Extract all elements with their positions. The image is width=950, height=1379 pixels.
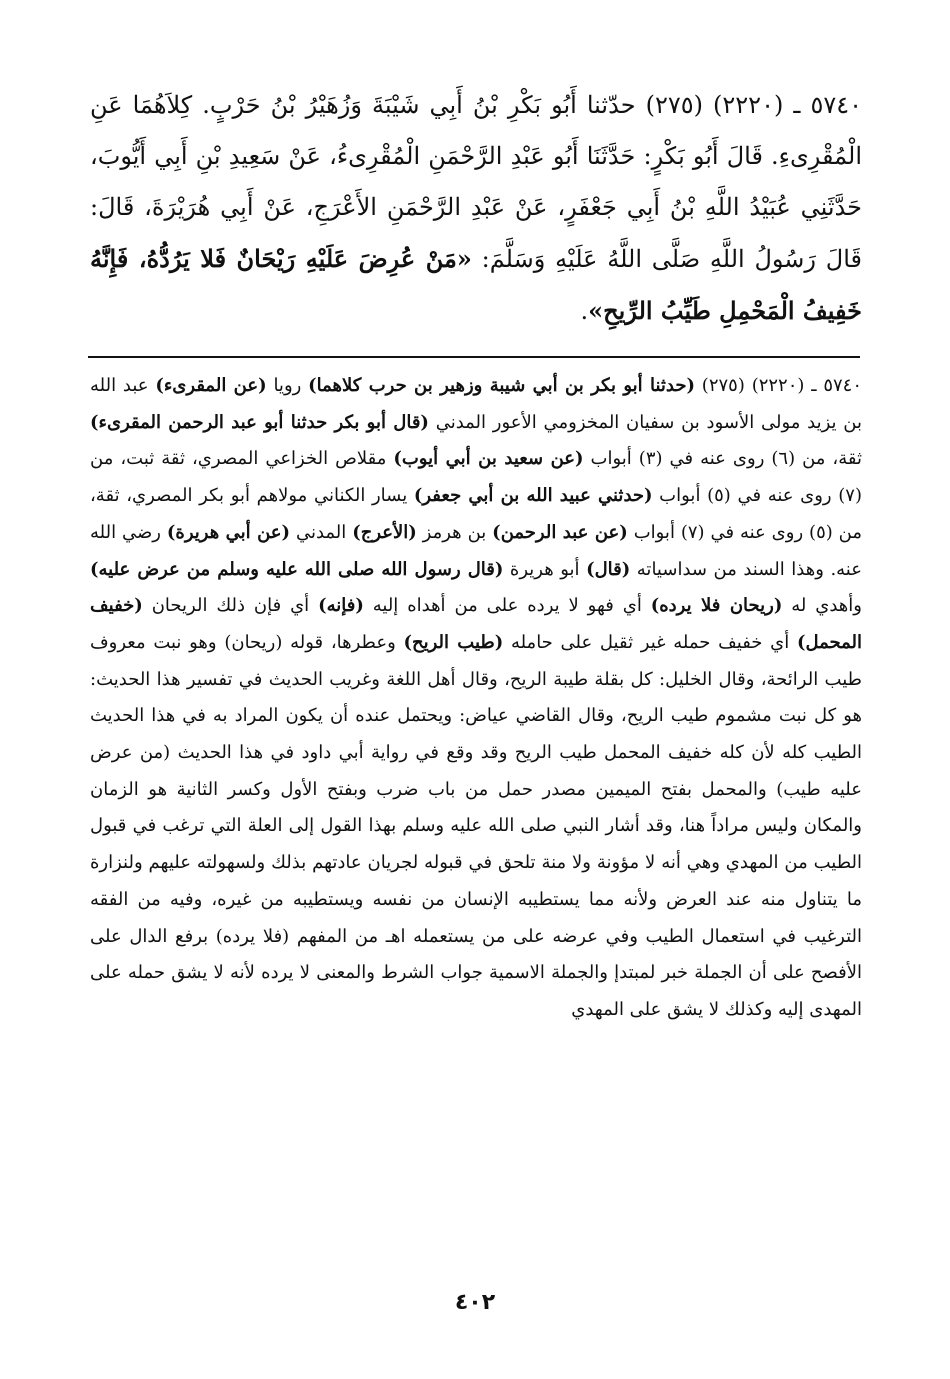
- commentary-bold-segment: (فإنه): [318, 595, 364, 617]
- hadith-end-punct: .: [580, 297, 589, 325]
- commentary-bold-segment: (خفيف المحمل): [90, 595, 863, 653]
- commentary-segment: يسار الكناني مولاهم أبو بكر المصري، ثقة، من (٥) روى عنه في (٧) أبواب: [90, 485, 863, 543]
- commentary-bold-segment: (عن عبد الرحمن): [492, 521, 628, 543]
- commentary-bold-segment: (ريحان فلا يرده): [650, 595, 783, 617]
- commentary-bold-segment: (قال رسول الله صلى الله عليه وسلم من عرض عليه): [90, 558, 504, 580]
- commentary-paragraph: [90, 368, 862, 1029]
- hadith-text: [90, 80, 862, 337]
- commentary-bold-segment: (عن سعيد بن أبي أيوب): [393, 448, 584, 470]
- commentary-text: [90, 368, 862, 1029]
- commentary-segment: رويا: [266, 375, 309, 396]
- commentary-segment: بن هرمز: [416, 521, 493, 543]
- hadith-paragraph: [90, 80, 862, 337]
- commentary-bold-segment: (حدثني عبيد الله بن أبي جعفر): [413, 485, 653, 507]
- commentary-segment: أي فهو لا يرده على من أهداه إليه: [363, 595, 651, 617]
- commentary-bold-segment: (طيب الريح): [403, 631, 504, 653]
- commentary-bold-segment: (قال أبو بكر حدثنا أبو عبد الرحمن المقرىء): [90, 411, 429, 433]
- commentary-segment: وعطرها، قوله (ريحان) وهو نبت معروف طيب الرائحة، وقال الخليل: كل بقلة طيبة الريح، وقال أهل اللغة وغريب الحديث في تفسير هذا الحديث: هو كل نبت مشموم طيب الريح، وقال القاضي عياض: ويحتمل عنده أن يكون المراد به في هذا الحديث الطيب كله لأن كله خفيف المحمل طيب الريح وقد وقع في رواية أبي داود في هذا الحديث (من عرض عليه طيب) والمحمل بفتح الميمين مصدر حمل من باب ضرب وبفتح الأول وكسر الثانية هو الزمان والمكان وليس مراداً هنا، وقد أشار النبي صلى الله عليه وسلم بهذا القول إلى العلة التي ترغب في قبول الطيب من المهدي وهي أنه لا مؤونة ولا منة تلحق في قبوله لجريان عادتهم بذلك ولسهولته عليهم ولنزارة ما يتناول منه عند العرض ولأنه مما يستطيبه الإنسان من نفسه ويستطيبه من غيره، وفيه من الفقه الترغيب في استعمال الطيب وفي عرضه على من يستعمله اهـ من المفهم (فلا يرده) برفع الدال على الأفصح على أن الجملة خبر لمبتدإ والجملة الاسمية جواب الشرط والمعنى لا يرده لأنه لا يشق حمله على المهدى إليه وكذلك لا يشق على المهدي: [90, 631, 863, 1020]
- commentary-segment: المدني: [290, 521, 353, 543]
- commentary-bold-segment: (قال): [586, 558, 631, 580]
- commentary-segment: أي خفيف حمله غير ثقيل على حامله: [503, 631, 797, 653]
- page-number: ٤٠٢: [454, 1290, 496, 1315]
- commentary-segment: أي فإن ذلك الريحان: [142, 595, 319, 617]
- commentary-segment: أبو هريرة: [503, 558, 587, 580]
- commentary-segment: مقلاص الخزاعي المصري، ثقة ثبت، من (٧) روى عنه في (٥) أبواب: [90, 448, 862, 507]
- hadith-chain: ٥٧٤٠ ـ (٢٢٢٠) (٢٧٥) حدّثنا أَبُو بَكْرِ بْنُ أَبِي شَيْبَةَ وَزُهَيْرُ بْنُ حَرْبٍ. كِلاَهُمَا عَنِ الْمُقْرِىءِ. قَالَ أَبُو بَكْرٍ: حَدَّثَنَا أَبُو عَبْدِ الرَّحْمَنِ الْمُقْرِىءُ، عَنْ سَعِيدِ بْنِ أَبِي أَيُّوبَ، حَدَّثَنِي عُبَيْدُ اللَّهِ بْنُ أَبِي جَعْفَرٍ، عَنْ عَبْدِ الرَّحْمَنِ الأَعْرَجِ، عَنْ أَبِي هُرَيْرَةَ، قَالَ: قَالَ رَسُولُ اللَّهِ صَلَّى اللَّهُ عَلَيْهِ وَسَلَّمَ:: [90, 91, 863, 273]
- commentary-bold-segment: (حدثنا أبو بكر بن أبي شيبة وزهير بن حرب كلاهما): [308, 375, 695, 396]
- commentary-bold-segment: (الأعرج): [352, 521, 417, 543]
- hadith-matn: «مَنْ عُرِضَ عَلَيْهِ رَيْحَانٌ فَلا يَرُدُّهُ، فَإِنَّهُ خَفِيفُ الْمَحْمِلِ طَيِّبُ الرِّيحِ»: [90, 244, 862, 325]
- commentary-bold-segment: (عن المقرىء): [155, 375, 267, 396]
- commentary-segment: عبد الله بن يزيد مولى الأسود بن سفيان المخزومي الأعور المدني: [90, 375, 862, 433]
- commentary-bold-segment: (عن أبي هريرة): [166, 521, 291, 543]
- commentary-segment: رضي الله عنه. وهذا السند من سداسياته: [90, 521, 862, 580]
- commentary-segment: ٥٧٤٠ ـ (٢٢٢٠) (٢٧٥): [695, 375, 862, 396]
- page-body: [90, 80, 862, 337]
- commentary-segment: ثقة، من (٦) روى عنه في (٣) أبواب: [583, 448, 862, 470]
- commentary-segment: وأهدي له: [782, 595, 862, 617]
- footnote-divider: [88, 356, 860, 358]
